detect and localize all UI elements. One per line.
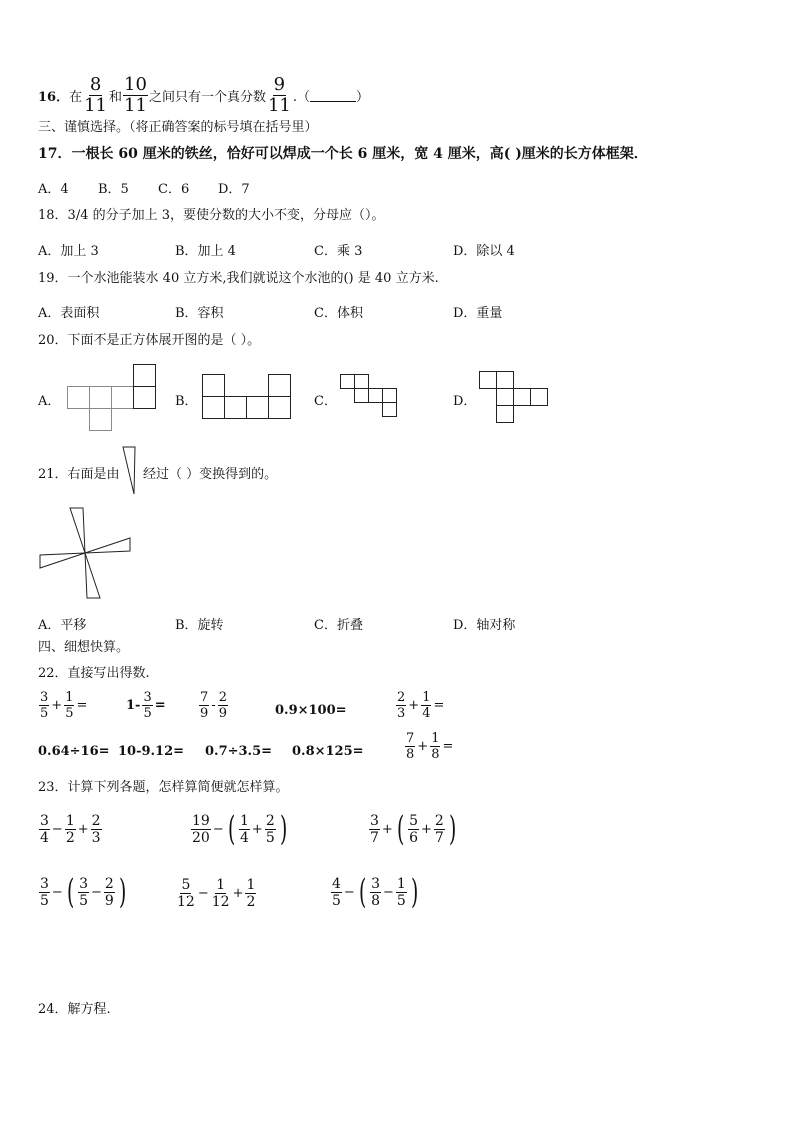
question-21-prefix: 21．右面是由: [38, 467, 120, 482]
question-18: 18．3/4 的分子加上 3，要使分数的大小不变，分母应（）。: [38, 208, 385, 223]
net-c-figure: [340, 374, 402, 422]
question-21-suffix: 经过（ ）变换得到的。: [143, 467, 278, 482]
question-16: 16． 在 $\frac{8}{11}$ 和 $\frac{10}{11}$ 之间只有一个真分数 $\frac{9}{11}$ .（ ）: [38, 74, 370, 116]
fraction: $\frac{9}{11}$: [267, 74, 291, 116]
question-20: 20．下面不是正方体展开图的是（ ）。: [38, 333, 261, 348]
section-4-heading: 四、细想快算。: [38, 640, 130, 655]
problem-5: $\frac{5}{12}$ − $\frac{1}{12}$ + $\frac{1}{2}$: [177, 877, 256, 910]
expr-10: $\frac{7}{8}$ + $\frac{1}{8}$ =: [406, 731, 454, 762]
pinwheel-figure: [38, 506, 134, 602]
problem-3: $\frac{3}{7}$ + ( $\frac{5}{6}$ + $\frac{2}{7}$ ): [370, 809, 457, 849]
option-c[interactable]: C．折叠: [314, 618, 363, 633]
question-19: 19．一个水池能装水 40 立方米,我们就说这个水池的() 是 40 立方米.: [38, 271, 439, 286]
net-b-figure: [202, 374, 294, 422]
triangle-figure: [122, 446, 136, 496]
option-a-label[interactable]: A．: [38, 394, 61, 409]
option-b[interactable]: B．加上 4: [175, 244, 236, 259]
expr-6: 0.64÷16=: [38, 744, 110, 759]
problem-1: $\frac{3}{4}$ − $\frac{1}{2}$ + $\frac{2}{3}$: [40, 813, 101, 846]
question-23: 23．计算下列各题，怎样算简便就怎样算。: [38, 780, 289, 795]
answer-blank[interactable]: [310, 89, 356, 102]
option-c[interactable]: C．乘 3: [314, 244, 363, 259]
net-a-figure: [67, 364, 159, 432]
fraction: $\frac{10}{11}$: [124, 74, 147, 116]
option-b-label[interactable]: B．: [175, 394, 198, 409]
expr-9: 0.8×125=: [292, 744, 364, 759]
expr-5: $\frac{2}{3}$ + $\frac{1}{4}$ =: [397, 690, 445, 721]
expr-2: 1- $\frac{3}{5}$ =: [126, 690, 166, 721]
expr-1: $\frac{3}{5}$ + $\frac{1}{5}$ =: [40, 690, 88, 721]
problem-2: $\frac{19}{20}$ − ( $\frac{1}{4}$ + $\frac{2}{5}$ ): [192, 809, 288, 849]
section-3-heading: 三、谨慎选择。（将正确答案的标号填在括号里）: [38, 120, 318, 135]
question-22: 22．直接写出得数.: [38, 666, 150, 681]
option-b[interactable]: B．旋转: [175, 618, 224, 633]
option-a[interactable]: A．加上 3: [38, 244, 99, 259]
problem-4: $\frac{3}{5}$ − ( $\frac{3}{5}$ − $\frac{2}{9}$ ): [40, 872, 127, 912]
option-a[interactable]: A．4: [38, 182, 69, 197]
option-b[interactable]: B．容积: [175, 306, 224, 321]
option-d[interactable]: D．重量: [453, 306, 503, 321]
problem-6: $\frac{4}{5}$ − ( $\frac{3}{8}$ − $\frac{1}{5}$ ): [332, 872, 419, 912]
option-d[interactable]: D．7: [218, 182, 250, 197]
option-a[interactable]: A．表面积: [38, 306, 100, 321]
option-c-label[interactable]: C．: [314, 394, 337, 409]
option-c[interactable]: C．体积: [314, 306, 363, 321]
expr-7: 10-9.12=: [118, 744, 185, 759]
option-c[interactable]: C．6: [158, 182, 190, 197]
option-d[interactable]: D．轴对称: [453, 618, 516, 633]
expr-8: 0.7÷3.5=: [205, 744, 273, 759]
option-d-label[interactable]: D．: [453, 394, 477, 409]
fraction: $\frac{8}{11}$: [84, 74, 108, 116]
option-d[interactable]: D．除以 4: [453, 244, 515, 259]
question-17: 17．一根长 60 厘米的铁丝，恰好可以焊成一个长 6 厘米，宽 4 厘米，高( )厘米的长方体框架．: [38, 146, 648, 162]
option-a[interactable]: A．平移: [38, 618, 87, 633]
net-d-figure: [479, 371, 553, 425]
option-b[interactable]: B．5: [98, 182, 129, 197]
question-24: 24．解方程.: [38, 1002, 111, 1017]
expr-3: $\frac{7}{9}$ - $\frac{2}{9}$: [200, 690, 227, 721]
expr-4: 0.9×100=: [275, 703, 347, 718]
